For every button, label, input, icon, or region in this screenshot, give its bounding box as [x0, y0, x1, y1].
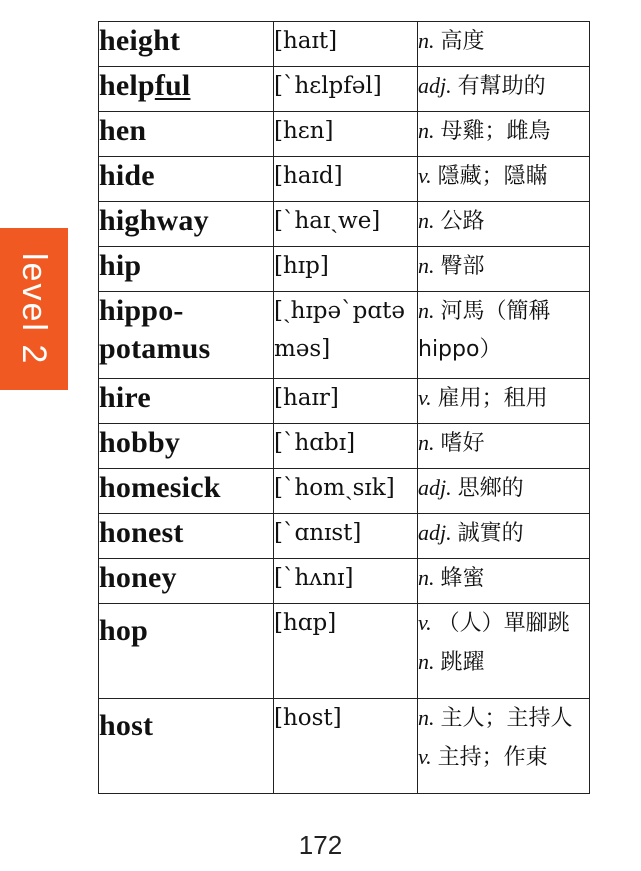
entry-word — [99, 292, 274, 379]
entry-definition — [418, 514, 590, 559]
entry-word — [99, 559, 274, 604]
definition-text: 主人；主持人 — [440, 706, 573, 731]
entry-word — [99, 469, 274, 514]
entry-word — [99, 379, 274, 424]
entry-word-text: help — [99, 69, 155, 102]
entry-word — [99, 22, 274, 67]
definition-line — [418, 67, 589, 106]
definition-text: 雇用；租用 — [437, 386, 548, 411]
definition-text: 思鄉的 — [457, 476, 524, 501]
level-label: level 2 — [15, 252, 53, 366]
entry-word-text: hire — [99, 381, 151, 414]
part-of-speech: n. — [418, 649, 435, 674]
entry-pronunciation: [ˏhɪpəˋpɑtə məs] — [274, 292, 418, 379]
entry-pronunciation: [hɪp] — [274, 247, 418, 292]
part-of-speech: n. — [418, 208, 435, 233]
definition-line — [418, 424, 589, 463]
table-row — [99, 604, 590, 699]
entry-definition — [418, 202, 590, 247]
definition-line — [418, 699, 589, 738]
entry-word — [99, 514, 274, 559]
part-of-speech: adj. — [418, 520, 452, 545]
definition-line — [418, 738, 589, 777]
entry-word — [99, 699, 274, 794]
entry-word — [99, 112, 274, 157]
table-row — [99, 202, 590, 247]
entry-definition — [418, 699, 590, 794]
entry-pronunciation: [hɑp] — [274, 604, 418, 699]
definition-text: 高度 — [440, 29, 485, 54]
part-of-speech: adj. — [418, 73, 452, 98]
table-row — [99, 67, 590, 112]
entry-definition — [418, 424, 590, 469]
entry-word — [99, 247, 274, 292]
entry-pronunciation: [ˋhɛlpfəl] — [274, 67, 418, 112]
table-row — [99, 22, 590, 67]
entry-definition — [418, 469, 590, 514]
definition-text: 河馬（簡稱 hippo） — [418, 299, 551, 362]
entry-definition — [418, 379, 590, 424]
definition-line — [418, 202, 589, 241]
table-row — [99, 514, 590, 559]
entry-pronunciation: [ˋhomˏsɪk] — [274, 469, 418, 514]
definition-text: 嗜好 — [440, 431, 485, 456]
definition-text: 蜂蜜 — [440, 566, 485, 591]
definition-line — [418, 514, 589, 553]
definition-text: 母雞；雌鳥 — [440, 119, 551, 144]
page-number: 172 — [298, 830, 343, 860]
definition-text: 臀部 — [440, 254, 485, 279]
entry-pronunciation: [ˋhʌnɪ] — [274, 559, 418, 604]
table-row — [99, 112, 590, 157]
entry-word — [99, 202, 274, 247]
entry-pronunciation: [ˋɑnɪst] — [274, 514, 418, 559]
entry-definition — [418, 604, 590, 699]
entry-pronunciation: [haɪd] — [274, 157, 418, 202]
part-of-speech: n. — [418, 705, 435, 730]
part-of-speech: v. — [418, 744, 432, 769]
entry-pronunciation: [haɪt] — [274, 22, 418, 67]
part-of-speech: n. — [418, 118, 435, 143]
definition-line — [418, 559, 589, 598]
part-of-speech: adj. — [418, 475, 452, 500]
table-row — [99, 424, 590, 469]
table-row — [99, 247, 590, 292]
definition-line — [418, 604, 589, 643]
definition-line — [418, 379, 589, 418]
part-of-speech: n. — [418, 253, 435, 278]
table-row — [99, 469, 590, 514]
entry-word — [99, 424, 274, 469]
part-of-speech: n. — [418, 430, 435, 455]
entry-definition — [418, 157, 590, 202]
definition-text: 誠實的 — [457, 521, 524, 546]
entry-word-text: homesick — [99, 471, 221, 504]
entry-word-text: hippo- potamus — [99, 294, 211, 365]
definition-line — [418, 292, 589, 369]
part-of-speech: n. — [418, 565, 435, 590]
definition-line — [418, 469, 589, 508]
entry-definition — [418, 67, 590, 112]
part-of-speech: v. — [418, 610, 432, 635]
part-of-speech: n. — [418, 298, 435, 323]
table-row — [99, 292, 590, 379]
definition-line — [418, 157, 589, 196]
table-row — [99, 699, 590, 794]
entry-word-text: honest — [99, 516, 184, 549]
entry-word-text: highway — [99, 204, 209, 237]
definition-text: 有幫助的 — [457, 74, 546, 99]
entry-definition — [418, 247, 590, 292]
entry-word-text: height — [99, 24, 181, 57]
definition-line — [418, 643, 589, 682]
entry-definition — [418, 292, 590, 379]
entry-word-text: host — [99, 709, 154, 742]
part-of-speech: v. — [418, 163, 432, 188]
definition-text: （人）單腳跳 — [437, 611, 570, 636]
entry-pronunciation: [host] — [274, 699, 418, 794]
entry-pronunciation: [haɪr] — [274, 379, 418, 424]
part-of-speech: n. — [418, 28, 435, 53]
definition-line — [418, 112, 589, 151]
entry-word-suffix: ful — [154, 69, 191, 102]
entry-definition — [418, 559, 590, 604]
definition-text: 隱藏；隱瞞 — [437, 164, 548, 189]
table-row — [99, 379, 590, 424]
entry-word-text: honey — [99, 561, 177, 594]
table-row — [99, 157, 590, 202]
definition-text: 公路 — [440, 209, 485, 234]
entry-word-text: hen — [99, 114, 147, 147]
entry-word — [99, 67, 274, 112]
entry-word-text: hop — [99, 614, 148, 647]
entry-word-text: hip — [99, 249, 142, 282]
vocabulary-table — [98, 21, 590, 794]
entry-word-text: hobby — [99, 426, 181, 459]
level-side-tab — [0, 228, 68, 390]
table-row — [99, 559, 590, 604]
entry-pronunciation: [hɛn] — [274, 112, 418, 157]
definition-text: 跳躍 — [440, 650, 485, 675]
entry-definition — [418, 112, 590, 157]
definition-line — [418, 22, 589, 61]
definition-text: 主持；作東 — [437, 745, 548, 770]
entry-word-text: hide — [99, 159, 155, 192]
entry-pronunciation: [ˋhɑbɪ] — [274, 424, 418, 469]
entry-definition — [418, 22, 590, 67]
entry-pronunciation: [ˋhaɪˏwe] — [274, 202, 418, 247]
entry-word — [99, 604, 274, 699]
entry-word — [99, 157, 274, 202]
definition-line — [418, 247, 589, 286]
part-of-speech: v. — [418, 385, 432, 410]
